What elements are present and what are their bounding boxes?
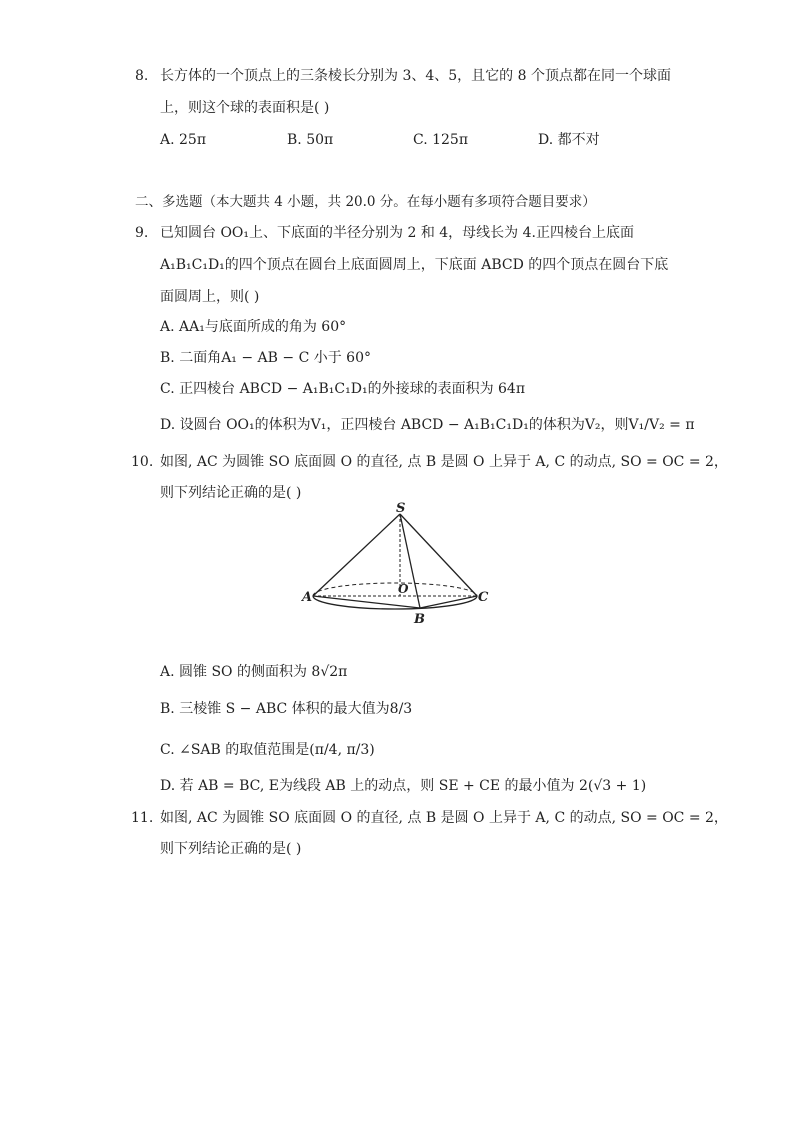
question-text-line: 长方体的一个顶点上的三条棱长分别为 3、4、5，且它的 8 个顶点都在同一个球面 xyxy=(160,68,671,84)
cone-base-hidden-arc xyxy=(313,583,477,596)
question-text-line: 已知圆台 OO₁上、下底面的半径分别为 2 和 4，母线长为 4.正四棱台上底面 xyxy=(160,225,634,241)
question-text-line: 则下列结论正确的是( ) xyxy=(160,841,302,857)
question-text-line: 上，则这个球的表面积是( ) xyxy=(160,100,330,116)
option-b: B. 50π xyxy=(287,132,334,148)
cone-figure xyxy=(300,500,495,630)
question-number: 9. xyxy=(135,225,149,241)
question-number: 10. xyxy=(131,454,154,470)
option-a: A. AA₁与底面所成的角为 60° xyxy=(160,319,347,335)
question-number: 8. xyxy=(135,68,149,84)
edge-AB xyxy=(313,596,420,608)
label-B: B xyxy=(414,612,425,627)
question-text-line: 如图, AC 为圆锥 SO 底面圆 O 的直径, 点 B 是圆 O 上异于 A, C 的动点, SO = OC = 2， xyxy=(160,454,728,470)
section-heading: 二、多选题（本大题共 4 小题，共 20.0 分。在每小题有多项符合题目要求） xyxy=(135,194,596,210)
question-text-line: 面圆周上，则( ) xyxy=(160,289,260,305)
question-number: 11. xyxy=(131,810,154,826)
label-C: C xyxy=(478,590,489,605)
label-S: S xyxy=(396,501,406,516)
option-d: D. 若 AB = BC, E为线段 AB 上的动点，则 SE + CE 的最小值为 2(√3 + 1) xyxy=(160,778,647,794)
option-a: A. 25π xyxy=(160,132,207,148)
option-a: A. 圆锥 SO 的侧面积为 8√2π xyxy=(160,664,348,680)
question-text-line: 则下列结论正确的是( ) xyxy=(160,485,302,501)
option-b: B. 三棱锥 S − ABC 体积的最大值为8/3 xyxy=(160,701,413,717)
question-text-line: 如图, AC 为圆锥 SO 底面圆 O 的直径, 点 B 是圆 O 上异于 A, C 的动点, SO = OC = 2， xyxy=(160,810,728,826)
option-c: C. 125π xyxy=(413,132,469,148)
option-d: D. 设圆台 OO₁的体积为V₁，正四棱台 ABCD − A₁B₁C₁D₁的体积为V₂，则V₁/V₂ = π xyxy=(160,417,695,433)
option-c: C. 正四棱台 ABCD − A₁B₁C₁D₁的外接球的表面积为 64π xyxy=(160,381,526,397)
option-b: B. 二面角A₁ − AB − C 小于 60° xyxy=(160,350,371,366)
cone-base-hidden-arc-dashed xyxy=(313,583,477,596)
label-A: A xyxy=(302,590,313,605)
option-c: C. ∠SAB 的取值范围是(π/4, π/3) xyxy=(160,742,375,758)
label-O: O xyxy=(398,582,409,596)
option-d: D. 都不对 xyxy=(538,132,600,148)
question-text-line: A₁B₁C₁D₁的四个顶点在圆台上底面圆周上，下底面 ABCD 的四个顶点在圆台下底 xyxy=(160,257,669,273)
